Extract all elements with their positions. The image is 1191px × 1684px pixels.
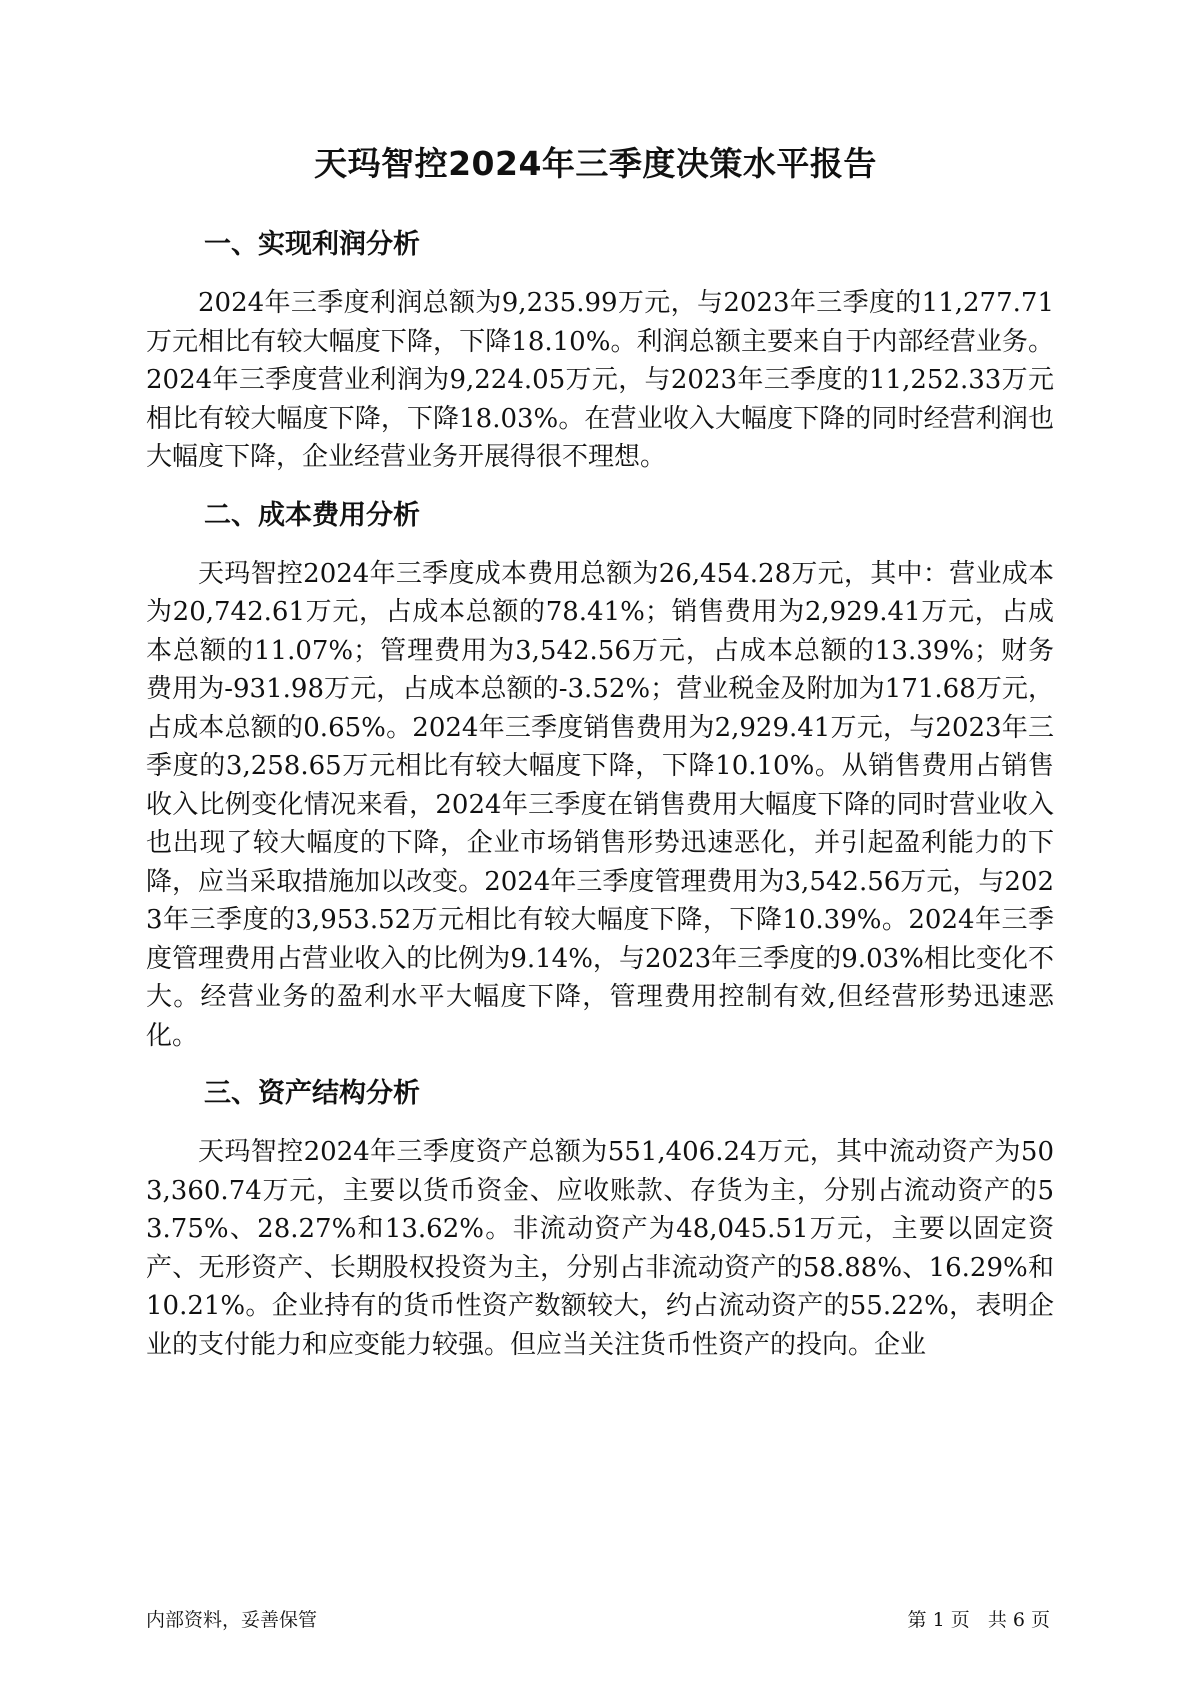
footer-page-number <box>908 1608 1050 1632</box>
section-paragraph-cost: 天玛智控2024年三季度成本费用总额为26,454.28万元，其中：营业成本为20,742.61万元，占成本总额的78.41%；销售费用为2,929.41万元，占成本总额的11.07%；管理费用为3,542.56万元，占成本总额的13.39%；财务费用为-931.98万元，占成本总额的-3.52%；营业税金及附加为171.68万元，占成本总额的0.65%。2024年三季度销售费用为2,929.41万元，与2023年三季度的3,258.65万元相比有较大幅度下降，下降10.10%。从销售费用占销售收入比例变化情况来看，2024年三季度在销售费用大幅度下降的同时营业收入也出现了较大幅度的下降，企业市场销售形势迅速恶化，并引起盈利能力的下降，应当采取措施加以改变。2024年三季度管理费用为3,542.56万元，与2023年三季度的3,953.52万元相比有较大幅度下降，下降10.39%。2024年三季度管理费用占营业收入的比例为9.14%，与2023年三季度的9.03%相比变化不大。经营业务的盈利水平大幅度下降，管理费用控制有效,但经营形势迅速恶化。 <box>146 558 1055 1051</box>
document-title: 天玛智控2024年三季度决策水平报告 <box>314 144 877 183</box>
section-heading-profit: 一、实现利润分析 <box>204 229 420 260</box>
document-body <box>146 226 1054 1384</box>
page-number-text: 第 1 页 共 6 页 <box>907 1609 1050 1631</box>
section-heading-cost: 二、成本费用分析 <box>204 499 420 531</box>
footer-confidential-note: 内部资料，妥善保管 <box>146 1609 318 1631</box>
section-paragraph-assets: 天玛智控2024年三季度资产总额为551,406.24万元，其中流动资产为503,360.74万元，主要以货币资金、应收账款、存货为主，分别占流动资产的53.75%、28.27%和13.62%。非流动资产为48,045.51万元，主要以固定资产、无形资产、长期股权投资为主，分别占非流动资产的58.88%、16.29%和10.21%。企业持有的货币性资产数额较大，约占流动资产的55.22%，表明企业的支付能力和应变能力较强。但应当关注货币性资产的投向。企业 <box>146 1137 1054 1360</box>
section-heading-assets: 三、资产结构分析 <box>204 1078 420 1109</box>
section-paragraph-profit: 2024年三季度利润总额为9,235.99万元，与2023年三季度的11,277.71万元相比有较大幅度下降，下降18.10%。利润总额主要来自于内部经营业务。2024年三季度营业利润为9,224.05万元，与2023年三季度的11,252.33万元相比有较大幅度下降，下降18.03%。在营业收入大幅度下降的同时经营利润也大幅度下降，企业经营业务开展得很不理想。 <box>146 288 1054 472</box>
